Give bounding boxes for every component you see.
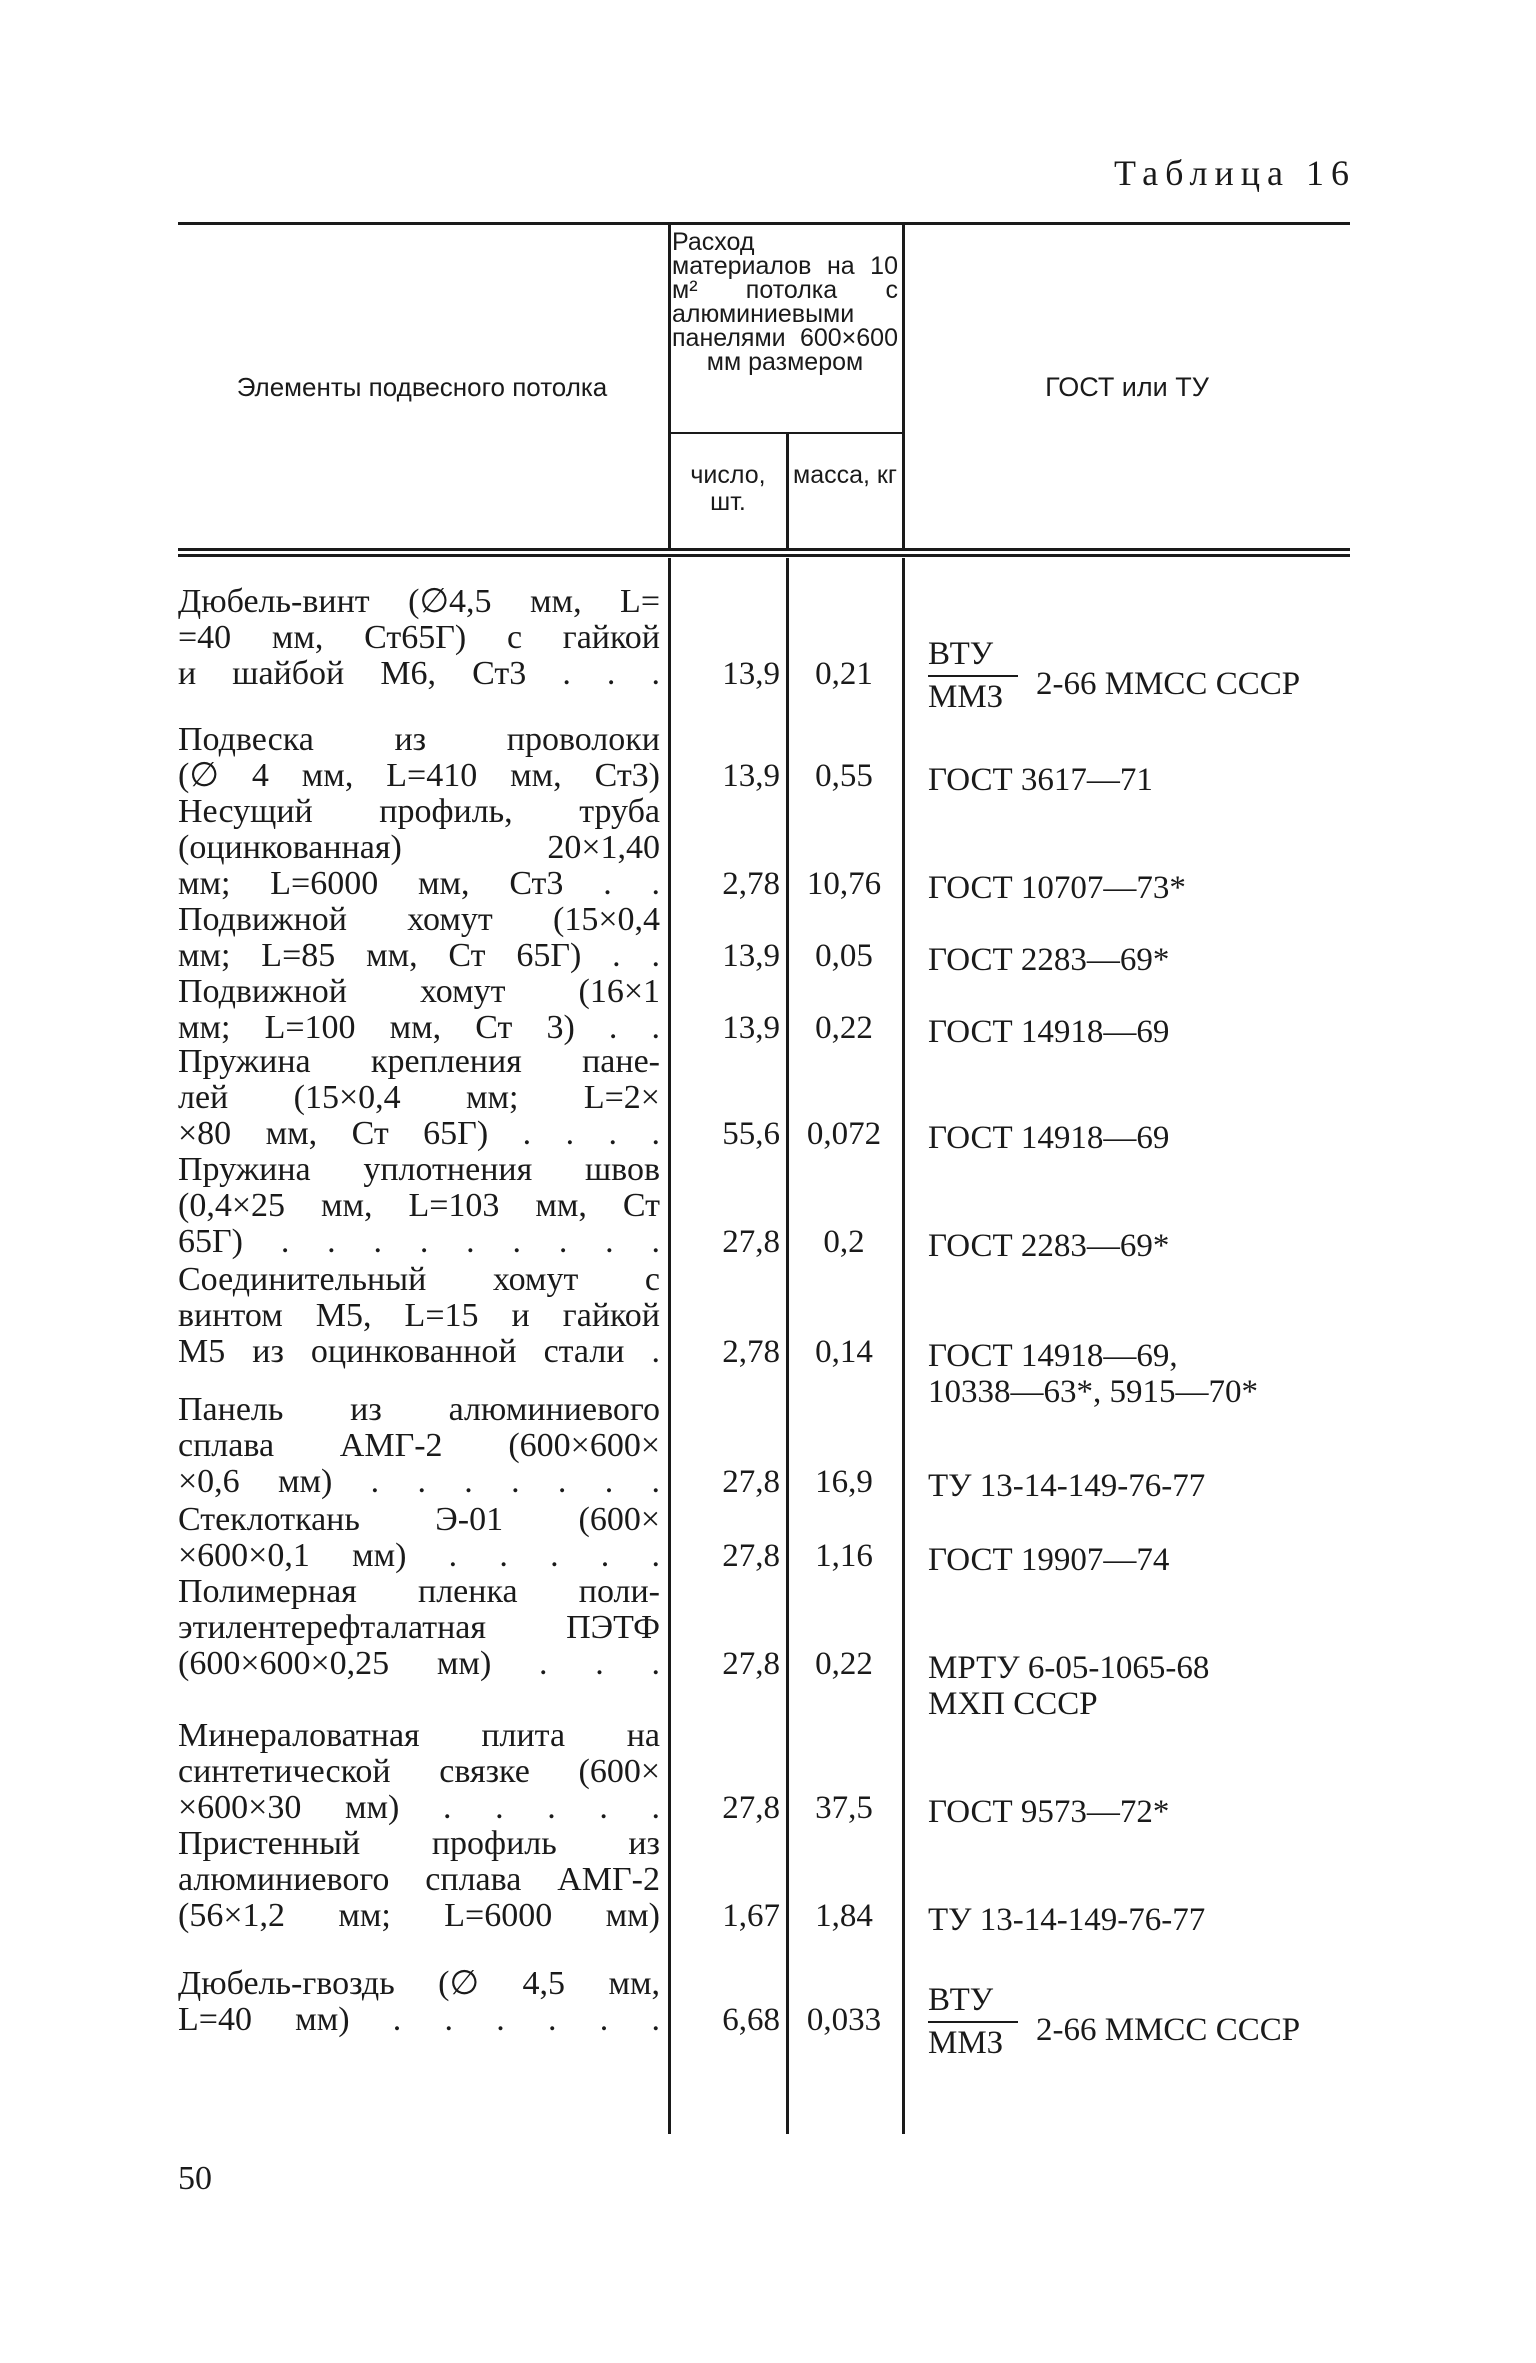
row-name-line: Дюбель-винт (∅4,5 мм, L= xyxy=(178,583,660,620)
row-gost: ГОСТ 19907—74 xyxy=(928,1542,1170,1578)
row-name-line: мм; L=100 мм, Ст 3) . . xyxy=(178,1009,660,1046)
row-name-line: Пружина крепления пане- xyxy=(178,1043,660,1080)
row-name-line: Панель из алюминиевого xyxy=(178,1391,660,1428)
body-vrule-3 xyxy=(902,558,905,2134)
row-name-line: Стеклоткань Э-01 (600× xyxy=(178,1501,660,1538)
row-name xyxy=(178,584,660,692)
row-name-line: винтом М5, L=15 и гайкой xyxy=(178,1297,660,1334)
row-count: 27,8 xyxy=(722,1790,780,1826)
row-name-line: =40 мм, Ст65Г) с гайкой xyxy=(178,619,660,656)
row-name-line: Пристенный профиль из xyxy=(178,1825,660,1862)
header-bottom-rule xyxy=(178,548,1350,551)
row-gost: ГОСТ 2283—69* xyxy=(928,942,1170,978)
row-name-line: 65Г) . . . . . . . . . xyxy=(178,1223,660,1260)
row-count: 13,9 xyxy=(722,758,780,794)
row-gost: ГОСТ 14918—69, xyxy=(928,1338,1178,1374)
row-mass: 16,9 xyxy=(815,1464,873,1500)
row-name-line: Подвижной хомут (16×1 xyxy=(178,973,660,1010)
row-name-line: Минераловатная плита на xyxy=(178,1717,660,1754)
row-gost: ГОСТ 10707—73* xyxy=(928,870,1186,906)
row-gost-fraction xyxy=(928,636,1018,716)
header-consumption: Расход материалов на 10 м² потолка с алюминиевыми панелями 600×600 мм размером xyxy=(672,228,898,376)
header-elements: Элементы подвесного потолка xyxy=(236,372,608,402)
row-name xyxy=(178,1044,660,1152)
row-name-line: Подвеска из проволоки xyxy=(178,721,660,758)
row-count: 1,67 xyxy=(722,1898,780,1934)
row-count: 13,9 xyxy=(722,656,780,692)
row-count: 13,9 xyxy=(722,938,780,974)
row-gost: ГОСТ 2283—69* xyxy=(928,1228,1170,1264)
row-name-line: лей (15×0,4 мм; L=2× xyxy=(178,1079,660,1116)
row-mass: 0,05 xyxy=(815,938,873,974)
row-gost: ГОСТ 14918—69 xyxy=(928,1014,1170,1050)
row-name-line: Соединительный хомут с xyxy=(178,1261,660,1298)
row-mass: 0,22 xyxy=(815,1646,873,1682)
row-name-line: этилентерефталатная ПЭТФ xyxy=(178,1609,660,1646)
header-vrule-3 xyxy=(786,434,789,548)
header-vrule-1 xyxy=(668,224,671,548)
row-gost: ГОСТ 3617—71 xyxy=(928,762,1153,798)
header-bottom-rule-double xyxy=(178,554,1350,557)
table-caption: Таблица 16 xyxy=(1114,153,1356,193)
header-count: число, шт. xyxy=(690,461,766,516)
row-mass: 0,55 xyxy=(815,758,873,794)
row-name-line: (0,4×25 мм, L=103 мм, Ст xyxy=(178,1187,660,1224)
gost-fraction-denominator: ММЗ xyxy=(928,2025,1004,2061)
row-name xyxy=(178,1966,660,2038)
row-name-line: Подвижной хомут (15×0,4 xyxy=(178,901,660,938)
row-gost: ТУ 13-14-149-76-77 xyxy=(928,1902,1206,1938)
row-gost-fraction xyxy=(928,1982,1018,2062)
row-name-line: синтетической связке (600× xyxy=(178,1753,660,1790)
row-name-line: ×600×0,1 мм) . . . . . xyxy=(178,1537,660,1574)
row-name-line: Дюбель-гвоздь (∅ 4,5 мм, xyxy=(178,1965,660,2002)
row-gost-continued: 10338—63*, 5915—70* xyxy=(928,1374,1258,1410)
row-count: 2,78 xyxy=(722,866,780,902)
row-count: 55,6 xyxy=(722,1116,780,1152)
row-count: 27,8 xyxy=(722,1224,780,1260)
body-vrule-2 xyxy=(786,558,789,2134)
row-mass: 0,072 xyxy=(806,1116,882,1152)
row-gost: ГОСТ 9573—72* xyxy=(928,1794,1170,1830)
row-name xyxy=(178,1718,660,1826)
row-count: 27,8 xyxy=(722,1464,780,1500)
row-mass: 0,033 xyxy=(806,2002,882,2038)
row-name-line: (оцинкованная) 20×1,40 xyxy=(178,829,660,866)
row-name-line: мм; L=6000 мм, Ст3 . . xyxy=(178,865,660,902)
row-name xyxy=(178,1262,660,1370)
row-name-line: алюминиевого сплава АМГ-2 xyxy=(178,1861,660,1898)
row-gost: ГОСТ 14918—69 xyxy=(928,1120,1170,1156)
row-mass: 37,5 xyxy=(815,1790,873,1826)
row-name-line: ×80 мм, Ст 65Г) . . . . xyxy=(178,1115,660,1152)
row-gost-suffix: 2-66 ММСС СССР xyxy=(1036,2012,1301,2048)
row-mass: 10,76 xyxy=(806,866,882,902)
row-name-line: Несущий профиль, труба xyxy=(178,793,660,830)
row-mass: 0,22 xyxy=(815,1010,873,1046)
gost-fraction-numerator: ВТУ xyxy=(928,636,1018,677)
row-name-line: М5 из оцинкованной стали . xyxy=(178,1333,660,1370)
row-name-line: и шайбой М6, Ст3 . . . xyxy=(178,655,660,692)
row-mass: 0,2 xyxy=(823,1224,865,1260)
row-name-line: Полимерная пленка поли- xyxy=(178,1573,660,1610)
row-name-line: (600×600×0,25 мм) . . . xyxy=(178,1645,660,1682)
row-name-line: (∅ 4 мм, L=410 мм, Ст3) xyxy=(178,757,660,794)
row-name-line: сплава АМГ-2 (600×600× xyxy=(178,1427,660,1464)
row-count: 13,9 xyxy=(722,1010,780,1046)
row-gost-continued: МХП СССР xyxy=(928,1686,1098,1722)
row-name xyxy=(178,1392,660,1500)
header-mass: масса, кг xyxy=(793,461,897,489)
row-count: 2,78 xyxy=(722,1334,780,1370)
row-name-line: L=40 мм) . . . . . . xyxy=(178,2001,660,2038)
row-gost: МРТУ 6-05-1065-68 xyxy=(928,1650,1210,1686)
row-mass: 0,21 xyxy=(815,656,873,692)
row-name xyxy=(178,1826,660,1934)
row-name xyxy=(178,902,660,974)
row-name-line: ×600×30 мм) . . . . . xyxy=(178,1789,660,1826)
row-name-line: мм; L=85 мм, Ст 65Г) . . xyxy=(178,937,660,974)
row-name xyxy=(178,794,660,902)
row-gost-suffix: 2-66 ММСС СССР xyxy=(1036,666,1301,702)
row-mass: 0,14 xyxy=(815,1334,873,1370)
header-gost: ГОСТ или ТУ xyxy=(1045,372,1209,402)
row-count: 27,8 xyxy=(722,1646,780,1682)
gost-fraction-denominator: ММЗ xyxy=(928,679,1004,715)
top-rule xyxy=(178,222,1350,225)
row-count: 27,8 xyxy=(722,1538,780,1574)
row-name xyxy=(178,1574,660,1682)
row-name-line: Пружина уплотнения швов xyxy=(178,1151,660,1188)
row-name-line: ×0,6 мм) . . . . . . . xyxy=(178,1463,660,1500)
row-count: 6,68 xyxy=(722,2002,780,2038)
row-gost: ТУ 13-14-149-76-77 xyxy=(928,1468,1206,1504)
page-number: 50 xyxy=(178,2160,212,2197)
gost-fraction-numerator: ВТУ xyxy=(928,1982,1018,2023)
row-name-line: (56×1,2 мм; L=6000 мм) xyxy=(178,1897,660,1934)
row-name xyxy=(178,1502,660,1574)
row-name xyxy=(178,1152,660,1260)
row-mass: 1,84 xyxy=(815,1898,873,1934)
row-mass: 1,16 xyxy=(815,1538,873,1574)
row-name xyxy=(178,722,660,794)
row-name xyxy=(178,974,660,1046)
